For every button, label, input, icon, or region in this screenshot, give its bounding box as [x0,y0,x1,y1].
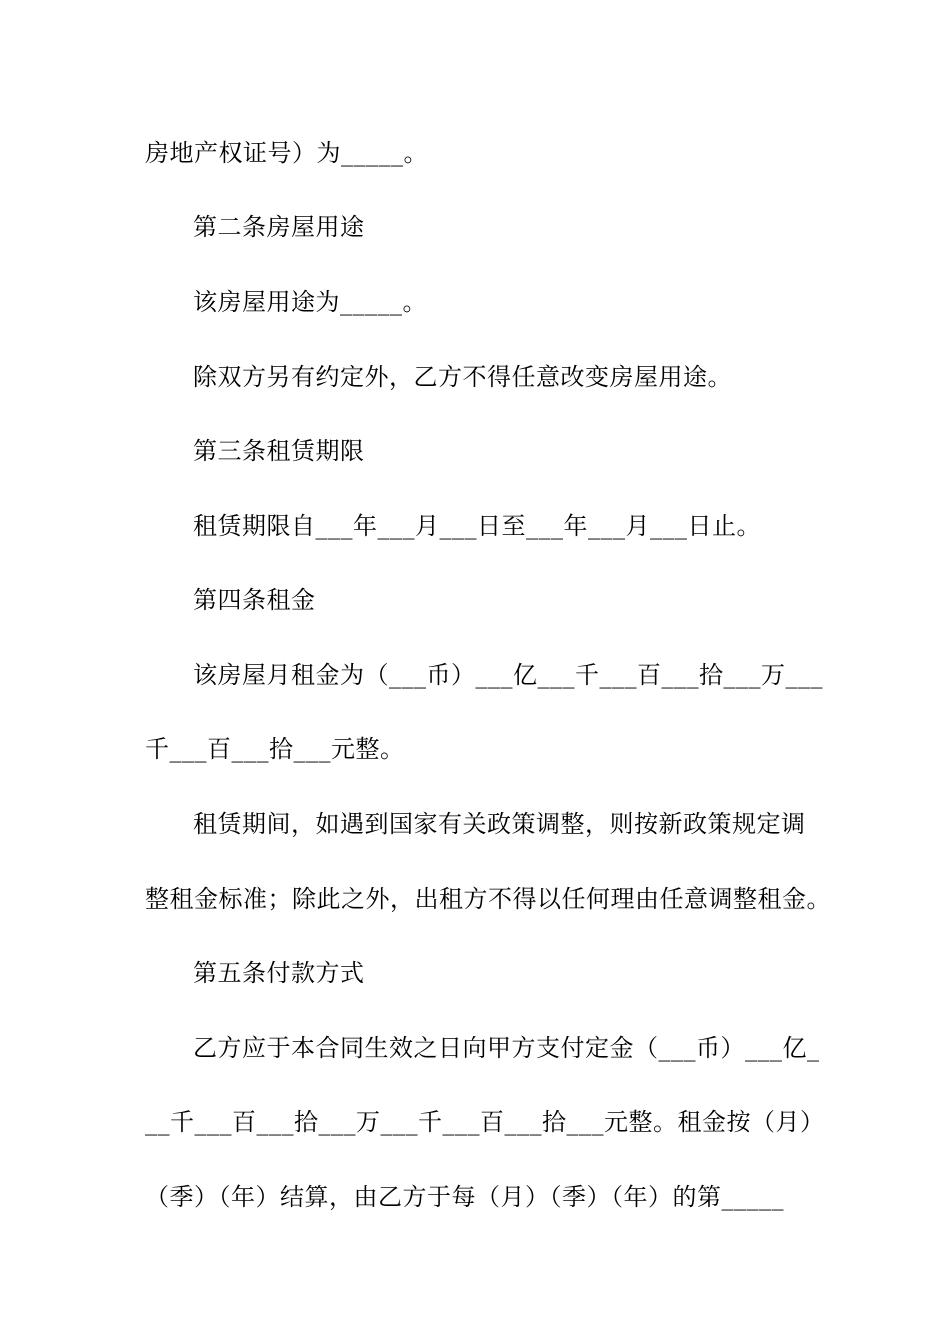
text-line-1: 房地产权证号）为_____。 [145,139,428,167]
text-line-rent-adjustment: 租赁期间，如遇到国家有关政策调整，则按新政策规定调 [193,810,806,838]
section-heading-article-3: 第三条租赁期限 [193,437,365,465]
text-line-rent-adjustment-cont: 整租金标准；除此之外，出租方不得以任何理由任意调整租金。 [145,885,831,913]
text-line-payment-schedule: （季）（年）结算，由乙方于每（月）（季）（年）的第_____ [145,1183,784,1211]
section-heading-article-5: 第五条付款方式 [193,959,365,987]
section-heading-article-2: 第二条房屋用途 [193,213,365,241]
text-line-lease-term: 租赁期限自___年___月___日至___年___月___日止。 [193,512,761,540]
section-heading-article-4: 第四条租金 [193,586,316,614]
text-line-usage-restriction: 除双方另有约定外，乙方不得任意改变房屋用途。 [193,363,732,391]
text-line-rent-amount: 该房屋月租金为（___币）___亿___千___百___拾___万___ [193,661,823,689]
text-line-deposit-cont: __千___百___拾___万___千___百___拾___元整。租金按（月） [145,1108,825,1136]
text-line-usage: 该房屋用途为_____。 [193,288,427,316]
text-line-rent-amount-cont: 千___百___拾___元整。 [145,735,405,763]
text-line-deposit: 乙方应于本合同生效之日向甲方支付定金（___币）___亿_ [193,1034,820,1062]
